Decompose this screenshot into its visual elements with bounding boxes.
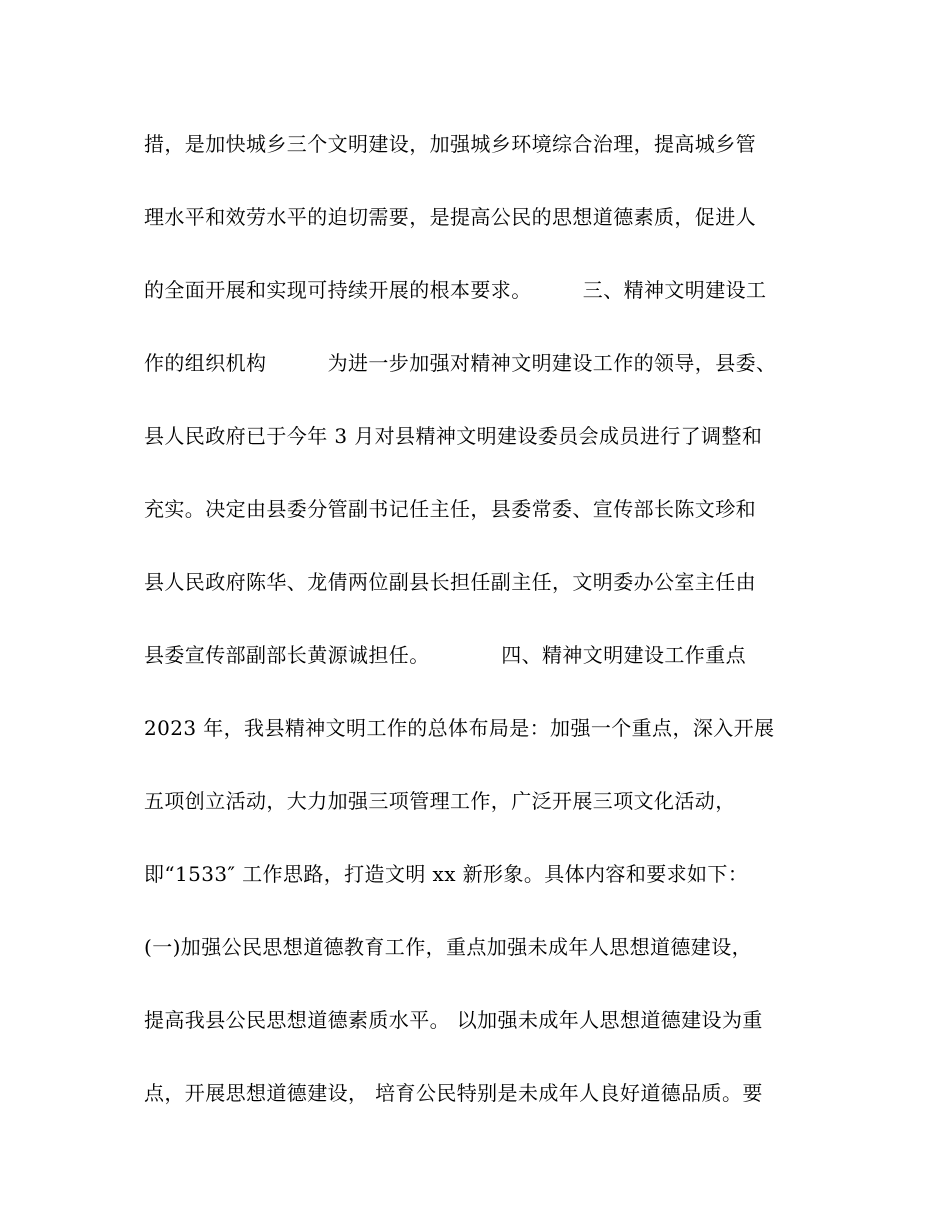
text-line-4: 作的组织机构 为进一步加强对精神文明建设工作的领导，县委、: [144, 351, 777, 375]
text-line-1: 措，是加快城乡三个文明建设，加强城乡环境综合治理，提高城乡管: [144, 132, 756, 156]
text-line-12: (一)加强公民思想道德教育工作，重点加强未成年人思想道德建设，: [144, 935, 753, 959]
text-line-14: 点，开展思想道德建设， 培育公民特别是未成年人良好道德品质。要: [144, 1081, 763, 1105]
text-line-2: 理水平和效劳水平的迫切需要，是提高公民的思想道德素质，促进人: [144, 205, 756, 229]
text-line-8: 县委宣传部副部长黄源诚担任。 四、精神文明建设工作重点: [144, 643, 746, 667]
text-line-13: 提高我县公民思想道德素质水平。 以加强未成年人思想道德建设为重: [144, 1008, 763, 1032]
text-line-5: 县人民政府已于今年 3 月对县精神文明建设委员会成员进行了调整和: [144, 424, 763, 448]
text-line-3: 的全面开展和实现可持续开展的根本要求。 三、精神文明建设工: [144, 278, 767, 302]
text-line-6: 充实。决定由县委分管副书记任主任，县委常委、宣传部长陈文珍和: [144, 497, 756, 521]
text-line-7: 县人民政府陈华、龙倩两位副县长担任副主任，文明委办公室主任由: [144, 570, 756, 594]
text-line-9: 2023 年，我县精神文明工作的总体布局是：加强一个重点，深入开展: [144, 716, 775, 740]
text-line-10: 五项创立活动，大力加强三项管理工作，广泛开展三项文化活动，: [144, 789, 736, 813]
text-line-11: 即“1533″ 工作思路，打造文明 xx 新形象。具体内容和要求如下：: [144, 862, 749, 886]
